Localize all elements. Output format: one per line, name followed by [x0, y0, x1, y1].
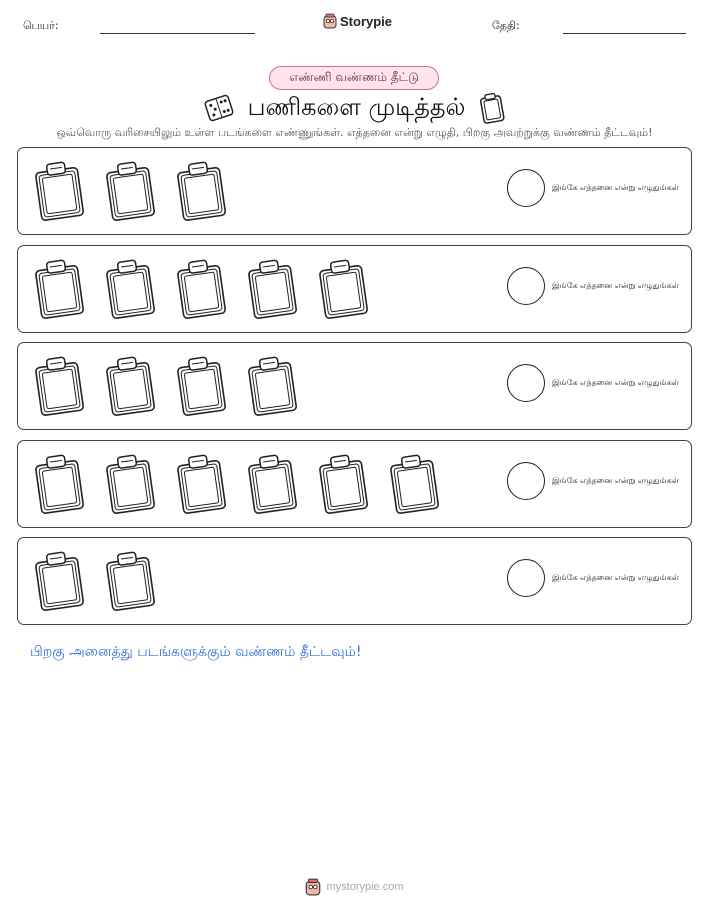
clipboard-icon[interactable] — [313, 449, 373, 515]
clipboard-icon[interactable] — [29, 254, 89, 320]
worksheet-header — [0, 0, 709, 50]
count-row-3 — [17, 342, 692, 430]
activity-badge: எண்ணி வண்ணம் தீட்டு — [269, 66, 439, 90]
clipboard-icon[interactable] — [242, 254, 302, 320]
clipboard-icon[interactable] — [29, 156, 89, 222]
count-row-4 — [17, 440, 692, 528]
closing-instruction: பிறகு அனைத்து படங்களுக்கும் வண்ணம் தீட்டவும்! — [30, 644, 362, 660]
clipboard-icon[interactable] — [313, 254, 373, 320]
clipboard-icon[interactable] — [29, 546, 89, 612]
footer-url: mystorypie.com — [326, 881, 404, 893]
write-prompt: இங்கே எத்தனை என்று எழுதுங்கள் — [552, 378, 679, 387]
count-row-2 — [17, 245, 692, 333]
count-row-1 — [17, 147, 692, 235]
clipboard-icon[interactable] — [171, 449, 231, 515]
count-row-5 — [17, 537, 692, 625]
answer-circle[interactable] — [507, 462, 545, 500]
clipboard-icon[interactable] — [29, 351, 89, 417]
answer-circle[interactable] — [507, 364, 545, 402]
storypie-mascot-icon — [323, 13, 337, 29]
item-group — [29, 156, 231, 228]
footer — [0, 878, 709, 896]
item-group — [29, 254, 373, 326]
clipboard-icon[interactable] — [100, 449, 160, 515]
clipboard-icon[interactable] — [171, 254, 231, 320]
item-group — [29, 449, 444, 521]
dice-icon — [204, 94, 234, 122]
clipboard-icon[interactable] — [29, 449, 89, 515]
clipboard-icon[interactable] — [384, 449, 444, 515]
answer-circle[interactable] — [507, 559, 545, 597]
answer-circle[interactable] — [507, 169, 545, 207]
title-row — [0, 88, 709, 128]
item-group — [29, 351, 302, 423]
logo-text: Storypie — [340, 13, 393, 29]
answer-circle[interactable] — [507, 267, 545, 305]
clipboard-icon[interactable] — [242, 351, 302, 417]
storypie-logo — [323, 13, 392, 29]
storypie-mascot-icon — [305, 878, 321, 896]
write-prompt: இங்கே எத்தனை என்று எழுதுங்கள் — [552, 281, 679, 290]
name-line[interactable] — [100, 33, 255, 34]
clipboard-icon[interactable] — [100, 351, 160, 417]
clipboard-icon[interactable] — [171, 156, 231, 222]
clipboard-icon[interactable] — [171, 351, 231, 417]
date-label: தேதி: — [492, 19, 520, 32]
clipboard-icon[interactable] — [100, 254, 160, 320]
clipboard-icon[interactable] — [242, 449, 302, 515]
page-title: பணிகளை முடித்தல் — [247, 92, 466, 121]
item-group — [29, 546, 160, 618]
clipboard-icon[interactable] — [100, 156, 160, 222]
date-line[interactable] — [563, 33, 686, 34]
instructions: ஒவ்வொரு வரிசையிலும் உள்ள படங்களை எண்ணுங்கள். எத்தனை என்று எழுதி, பிறகு அவற்றுக்கு வண்ணம் தீட்டவும்! — [56, 126, 653, 139]
write-prompt: இங்கே எத்தனை என்று எழுதுங்கள் — [552, 476, 679, 485]
write-prompt: இங்கே எத்தனை என்று எழுதுங்கள் — [552, 183, 679, 192]
name-label: பெயர்: — [23, 19, 59, 32]
clipboard-title-icon — [479, 92, 505, 124]
write-prompt: இங்கே எத்தனை என்று எழுதுங்கள் — [552, 573, 679, 582]
clipboard-icon[interactable] — [100, 546, 160, 612]
